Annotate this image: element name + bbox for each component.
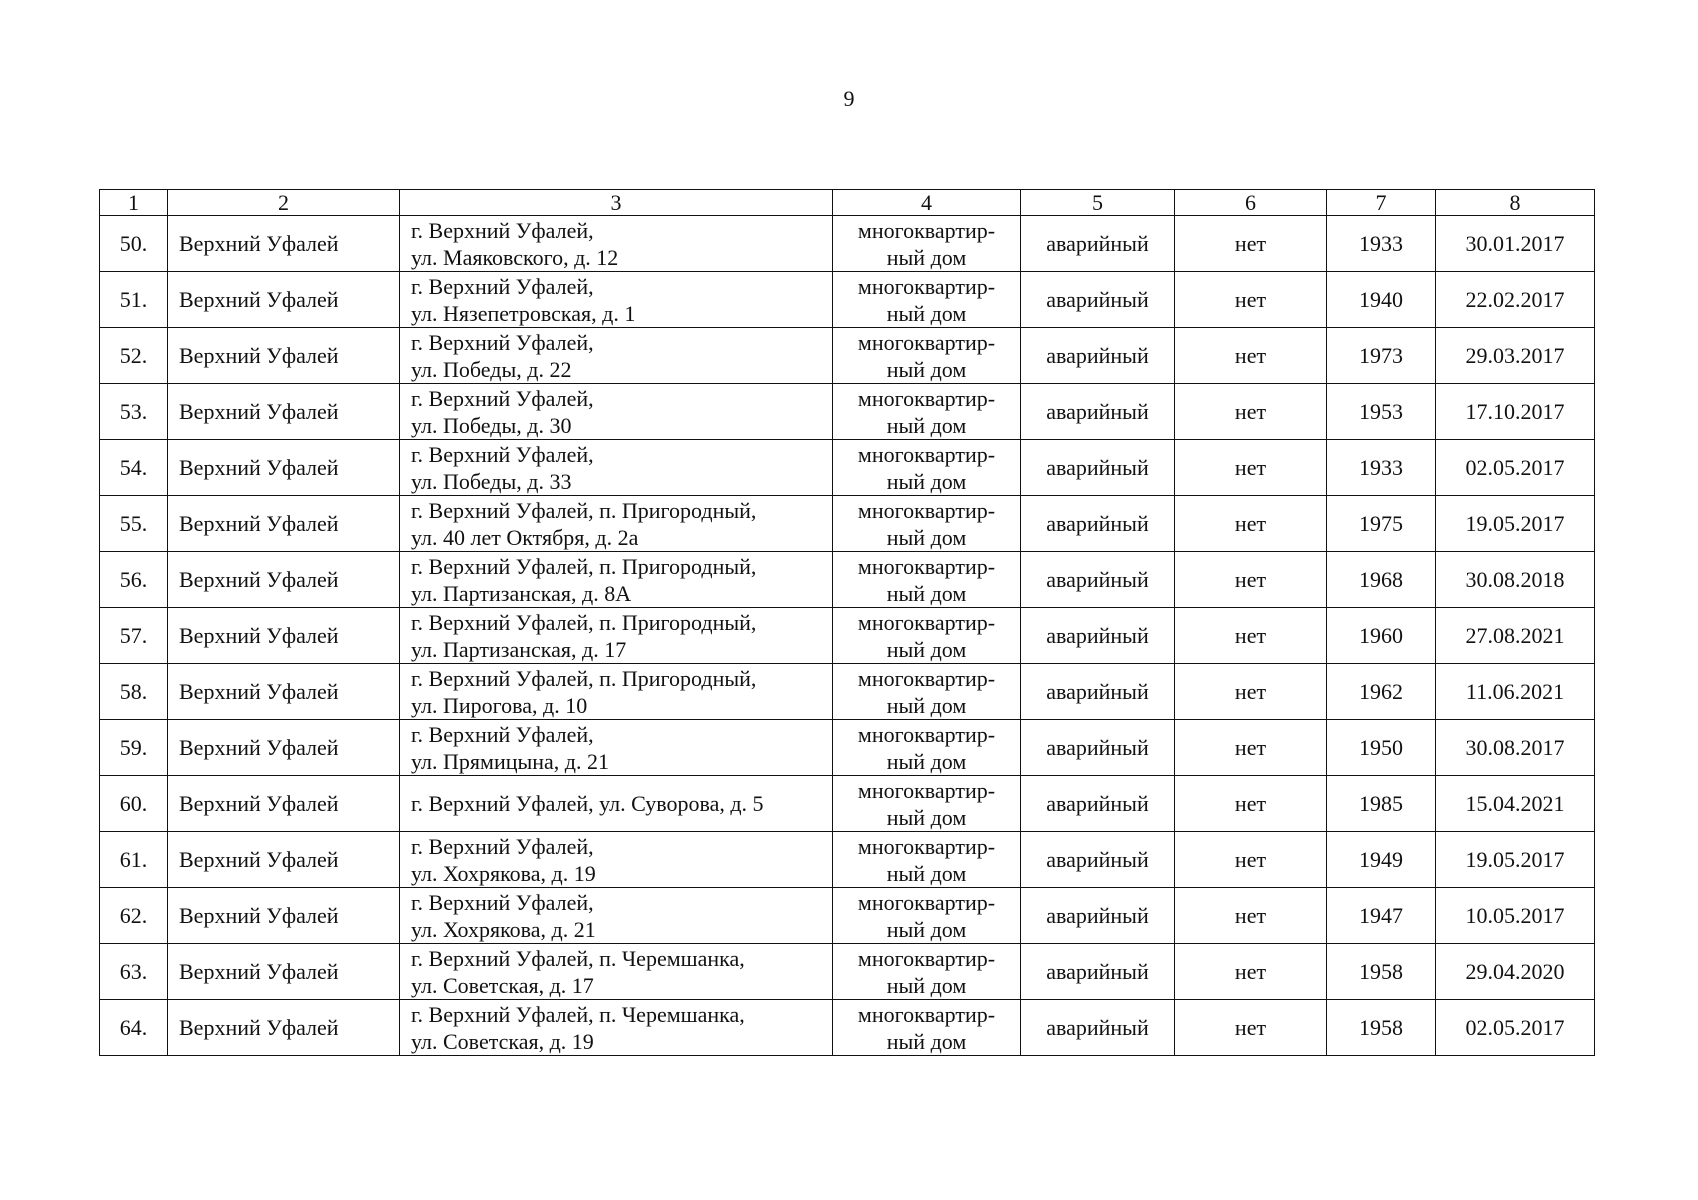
page-number: 9 [843, 86, 855, 111]
year-cell: 1968 [1327, 552, 1436, 608]
table-row [100, 216, 1595, 272]
status-cell: аварийный [1021, 664, 1175, 720]
year-cell: 1947 [1327, 888, 1436, 944]
address-cell [400, 944, 833, 1000]
address-line-2: ул. Победы, д. 22 [411, 356, 572, 382]
date-cell: 30.08.2017 [1436, 720, 1595, 776]
address-line-1: г. Верхний Уфалей, [411, 385, 594, 411]
table-row [100, 664, 1595, 720]
date-cell: 29.03.2017 [1436, 328, 1595, 384]
date-cell: 19.05.2017 [1436, 832, 1595, 888]
address-line-1: г. Верхний Уфалей, [411, 329, 594, 355]
building-type-line-2: ный дом [886, 580, 967, 606]
flag-cell: нет [1175, 272, 1327, 328]
year-cell: 1958 [1327, 1000, 1436, 1056]
flag-cell: нет [1175, 664, 1327, 720]
table-row [100, 608, 1595, 664]
status-cell: аварийный [1021, 720, 1175, 776]
address-line-1: г. Верхний Уфалей, п. Пригородный, [411, 497, 757, 523]
flag-cell: нет [1175, 720, 1327, 776]
municipality-cell: Верхний Уфалей [168, 608, 400, 664]
building-type-line-1: многоквартир- [857, 385, 996, 411]
date-cell: 02.05.2017 [1436, 1000, 1595, 1056]
building-type-cell [833, 1000, 1021, 1056]
address-line-1: г. Верхний Уфалей, п. Пригородный, [411, 609, 757, 635]
row-number: 59. [100, 720, 168, 776]
address-line-1: г. Верхний Уфалей, [411, 441, 594, 467]
building-type-cell [833, 552, 1021, 608]
municipality-cell: Верхний Уфалей [168, 216, 400, 272]
address-line-1: г. Верхний Уфалей, п. Черемшанка, [411, 945, 745, 971]
building-type-line-2: ный дом [886, 860, 967, 886]
address-line-1: г. Верхний Уфалей, [411, 833, 594, 859]
building-type-line-2: ный дом [886, 300, 967, 326]
building-type-line-1: многоквартир- [857, 889, 996, 915]
status-cell: аварийный [1021, 776, 1175, 832]
building-type-line-1: многоквартир- [857, 833, 996, 859]
building-type-line-1: многоквартир- [857, 1001, 996, 1027]
municipality-cell: Верхний Уфалей [168, 328, 400, 384]
address-cell [400, 888, 833, 944]
column-header: 1 [100, 190, 168, 216]
municipality-cell: Верхний Уфалей [168, 1000, 400, 1056]
table-row [100, 776, 1595, 832]
address-line-2: ул. 40 лет Октября, д. 2а [411, 524, 639, 550]
date-cell: 29.04.2020 [1436, 944, 1595, 1000]
building-type-cell [833, 944, 1021, 1000]
address-line-2: ул. Прямицына, д. 21 [411, 748, 609, 774]
address-cell [400, 776, 833, 832]
address-line-2: ул. Победы, д. 30 [411, 412, 572, 438]
date-cell: 10.05.2017 [1436, 888, 1595, 944]
building-type-cell [833, 384, 1021, 440]
building-type-cell [833, 776, 1021, 832]
year-cell: 1953 [1327, 384, 1436, 440]
address-cell [400, 384, 833, 440]
flag-cell: нет [1175, 496, 1327, 552]
status-cell: аварийный [1021, 608, 1175, 664]
column-header: 6 [1175, 190, 1327, 216]
flag-cell: нет [1175, 888, 1327, 944]
building-type-line-2: ный дом [886, 356, 967, 382]
building-type-line-1: многоквартир- [857, 329, 996, 355]
row-number: 56. [100, 552, 168, 608]
status-cell: аварийный [1021, 1000, 1175, 1056]
address-cell [400, 608, 833, 664]
table-row [100, 496, 1595, 552]
building-type-line-1: многоквартир- [857, 665, 996, 691]
date-cell: 15.04.2021 [1436, 776, 1595, 832]
address-cell [400, 1000, 833, 1056]
status-cell: аварийный [1021, 216, 1175, 272]
row-number: 55. [100, 496, 168, 552]
row-number: 57. [100, 608, 168, 664]
address-line-2: ул. Победы, д. 33 [411, 468, 572, 494]
address-cell [400, 328, 833, 384]
flag-cell: нет [1175, 608, 1327, 664]
address-line-1: г. Верхний Уфалей, [411, 721, 594, 747]
column-header: 5 [1021, 190, 1175, 216]
address-line-1: г. Верхний Уфалей, п. Черемшанка, [411, 1001, 745, 1027]
address-cell [400, 664, 833, 720]
column-header: 3 [400, 190, 833, 216]
building-type-line-2: ный дом [886, 636, 967, 662]
building-type-cell [833, 888, 1021, 944]
flag-cell: нет [1175, 832, 1327, 888]
building-type-line-1: многоквартир- [857, 609, 996, 635]
municipality-cell: Верхний Уфалей [168, 440, 400, 496]
year-cell: 1962 [1327, 664, 1436, 720]
status-cell: аварийный [1021, 328, 1175, 384]
building-type-line-2: ный дом [886, 916, 967, 942]
table-row [100, 328, 1595, 384]
municipality-cell: Верхний Уфалей [168, 552, 400, 608]
table-row [100, 720, 1595, 776]
address-line-2: ул. Советская, д. 19 [411, 1028, 594, 1054]
address-line-2: ул. Советская, д. 17 [411, 972, 594, 998]
row-number: 50. [100, 216, 168, 272]
municipality-cell: Верхний Уфалей [168, 384, 400, 440]
building-type-line-1: многоквартир- [857, 777, 996, 803]
status-cell: аварийный [1021, 496, 1175, 552]
row-number: 51. [100, 272, 168, 328]
year-cell: 1958 [1327, 944, 1436, 1000]
building-type-line-1: многоквартир- [857, 441, 996, 467]
municipality-cell: Верхний Уфалей [168, 496, 400, 552]
building-type-line-1: многоквартир- [857, 553, 996, 579]
row-number: 62. [100, 888, 168, 944]
date-cell: 30.08.2018 [1436, 552, 1595, 608]
flag-cell: нет [1175, 328, 1327, 384]
row-number: 58. [100, 664, 168, 720]
row-number: 61. [100, 832, 168, 888]
building-type-cell [833, 608, 1021, 664]
municipality-cell: Верхний Уфалей [168, 720, 400, 776]
housing-registry-table [99, 189, 1595, 1056]
date-cell: 11.06.2021 [1436, 664, 1595, 720]
address-line-1: г. Верхний Уфалей, п. Пригородный, [411, 553, 757, 579]
address-line-1: г. Верхний Уфалей, [411, 273, 594, 299]
municipality-cell: Верхний Уфалей [168, 272, 400, 328]
status-cell: аварийный [1021, 552, 1175, 608]
municipality-cell: Верхний Уфалей [168, 944, 400, 1000]
address-line-1: г. Верхний Уфалей, ул. Суворова, д. 5 [411, 791, 764, 816]
building-type-line-2: ный дом [886, 244, 967, 270]
flag-cell: нет [1175, 1000, 1327, 1056]
building-type-line-2: ный дом [886, 692, 967, 718]
year-cell: 1985 [1327, 776, 1436, 832]
building-type-cell [833, 496, 1021, 552]
date-cell: 02.05.2017 [1436, 440, 1595, 496]
flag-cell: нет [1175, 944, 1327, 1000]
address-cell [400, 832, 833, 888]
building-type-cell [833, 272, 1021, 328]
address-cell [400, 496, 833, 552]
building-type-line-2: ный дом [886, 524, 967, 550]
address-line-2: ул. Маяковского, д. 12 [411, 244, 619, 270]
table-row [100, 440, 1595, 496]
row-number: 63. [100, 944, 168, 1000]
date-cell: 17.10.2017 [1436, 384, 1595, 440]
municipality-cell: Верхний Уфалей [168, 832, 400, 888]
building-type-line-1: многоквартир- [857, 217, 996, 243]
address-line-2: ул. Хохрякова, д. 19 [411, 860, 596, 886]
building-type-line-1: многоквартир- [857, 497, 996, 523]
year-cell: 1933 [1327, 216, 1436, 272]
table-row [100, 272, 1595, 328]
building-type-line-1: многоквартир- [857, 945, 996, 971]
row-number: 60. [100, 776, 168, 832]
table-row [100, 832, 1595, 888]
table-row [100, 888, 1595, 944]
status-cell: аварийный [1021, 944, 1175, 1000]
address-line-1: г. Верхний Уфалей, [411, 217, 594, 243]
flag-cell: нет [1175, 216, 1327, 272]
column-header: 4 [833, 190, 1021, 216]
table-row [100, 1000, 1595, 1056]
flag-cell: нет [1175, 440, 1327, 496]
address-line-2: ул. Нязепетровская, д. 1 [411, 300, 636, 326]
year-cell: 1949 [1327, 832, 1436, 888]
flag-cell: нет [1175, 552, 1327, 608]
municipality-cell: Верхний Уфалей [168, 776, 400, 832]
building-type-line-2: ный дом [886, 972, 967, 998]
address-line-2: ул. Пирогова, д. 10 [411, 692, 588, 718]
address-line-1: г. Верхний Уфалей, п. Пригородный, [411, 665, 757, 691]
column-number-row [100, 190, 1595, 216]
building-type-line-2: ный дом [886, 1028, 967, 1054]
table-row [100, 552, 1595, 608]
address-cell [400, 440, 833, 496]
building-type-cell [833, 720, 1021, 776]
year-cell: 1940 [1327, 272, 1436, 328]
year-cell: 1950 [1327, 720, 1436, 776]
building-type-cell [833, 832, 1021, 888]
date-cell: 30.01.2017 [1436, 216, 1595, 272]
table-row [100, 384, 1595, 440]
table-row [100, 944, 1595, 1000]
address-line-1: г. Верхний Уфалей, [411, 889, 594, 915]
row-number: 52. [100, 328, 168, 384]
building-type-line-2: ный дом [886, 412, 967, 438]
address-line-2: ул. Партизанская, д. 8А [411, 580, 632, 606]
building-type-line-2: ный дом [886, 748, 967, 774]
row-number: 64. [100, 1000, 168, 1056]
status-cell: аварийный [1021, 384, 1175, 440]
building-type-line-1: многоквартир- [857, 721, 996, 747]
building-type-cell [833, 328, 1021, 384]
address-line-2: ул. Партизанская, д. 17 [411, 636, 627, 662]
year-cell: 1933 [1327, 440, 1436, 496]
column-header: 7 [1327, 190, 1436, 216]
year-cell: 1960 [1327, 608, 1436, 664]
municipality-cell: Верхний Уфалей [168, 664, 400, 720]
column-header: 2 [168, 190, 400, 216]
status-cell: аварийный [1021, 888, 1175, 944]
building-type-cell [833, 440, 1021, 496]
row-number: 53. [100, 384, 168, 440]
year-cell: 1975 [1327, 496, 1436, 552]
building-type-line-2: ный дом [886, 468, 967, 494]
year-cell: 1973 [1327, 328, 1436, 384]
address-cell [400, 272, 833, 328]
column-header: 8 [1436, 190, 1595, 216]
municipality-cell: Верхний Уфалей [168, 888, 400, 944]
date-cell: 27.08.2021 [1436, 608, 1595, 664]
status-cell: аварийный [1021, 440, 1175, 496]
flag-cell: нет [1175, 384, 1327, 440]
building-type-line-1: многоквартир- [857, 273, 996, 299]
row-number: 54. [100, 440, 168, 496]
address-cell [400, 216, 833, 272]
status-cell: аварийный [1021, 832, 1175, 888]
date-cell: 22.02.2017 [1436, 272, 1595, 328]
date-cell: 19.05.2017 [1436, 496, 1595, 552]
address-cell [400, 552, 833, 608]
address-cell [400, 720, 833, 776]
building-type-line-2: ный дом [886, 804, 967, 830]
flag-cell: нет [1175, 776, 1327, 832]
status-cell: аварийный [1021, 272, 1175, 328]
address-line-2: ул. Хохрякова, д. 21 [411, 916, 596, 942]
building-type-cell [833, 664, 1021, 720]
building-type-cell [833, 216, 1021, 272]
